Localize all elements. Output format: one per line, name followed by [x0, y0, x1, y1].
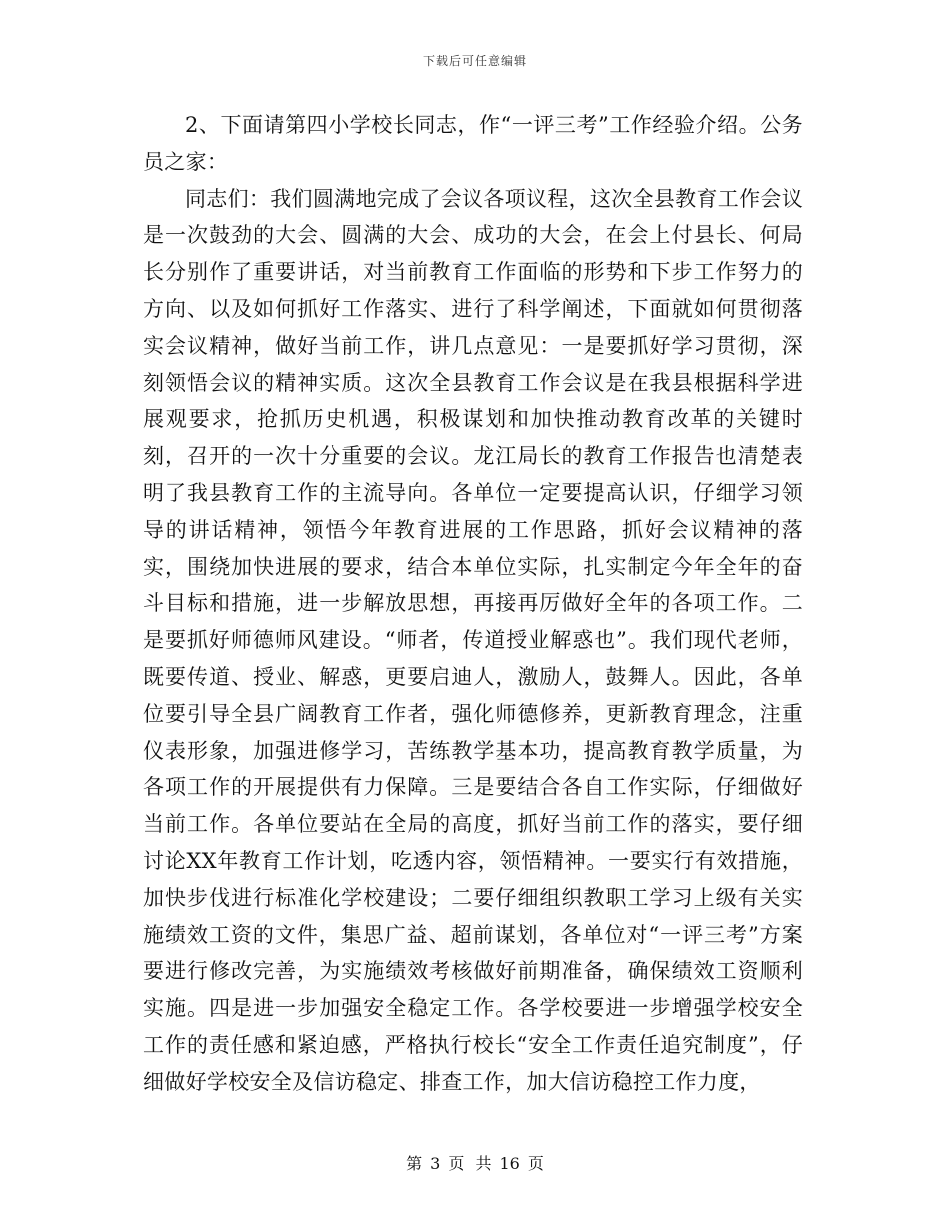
footer-middle: 页 共 — [448, 1154, 492, 1173]
footer-suffix: 页 — [527, 1154, 544, 1173]
paragraph-2: 同志们：我们圆满地完成了会议各项议程，这次全县教育工作会议是一次鼓劲的大会、圆满的大会、成功的大会，在会上付县长、何局长分别作了重要讲话，对当前教育工作面临的形势和下步工作努力的方向、以及如何抓好工作落实、进行了科学阐述，下面就如何贯彻落实会议精神，做好当前工作，讲几点意见：一是要抓好学习贯彻，深刻领悟会议的精神实质。这次全县教育工作会议是在我县根据科学进展观要求，抢抓历史机遇，积极谋划和加快推动教育改革的关键时刻，召开的一次十分重要的会议。龙江局长的教育工作报告也清楚表明了我县教育工作的主流导向。各单位一定要提高认识，仔细学习领导的讲话精神，领悟今年教育进展的工作思路，抓好会议精神的落实，围绕加快进展的要求，结合本单位实际，扎实制定今年全年的奋斗目标和措施，进一步解放思想，再接再厉做好全年的各项工作。二是要抓好师德师风建设。“师者，传道授业解惑也”。我们现代老师，既要传道、授业、解惑，更要启迪人，激励人，鼓舞人。因此，各单位要引导全县广阔教育工作者，强化师德修养，更新教育理念，注重仪表形象，加强进修学习，苦练教学基本功，提高教育教学质量，为各项工作的开展提供有力保障。三是要结合各自工作实际，仔细做好当前工作。各单位要站在全局的高度，抓好当前工作的落实，要仔细讨论XX年教育工作计划，吃透内容，领悟精神。一要实行有效措施，加快步伐进行标准化学校建设；二要仔细组织教职工学习上级有关实施绩效工资的文件，集思广益、超前谋划，各单位对“一评三考”方案要进行修改完善，为实施绩效考核做好前期准备，确保绩效工资顺利实施。四是进一步加强安全稳定工作。各学校要进一步增强学校安全工作的责任感和紧迫感，严格执行校长“安全工作责任追究制度”，仔细做好学校安全及信访稳定、排查工作，加大信访稳控工作力度， — [143, 186, 803, 1094]
current-page-number: 3 — [430, 1154, 441, 1173]
total-page-count: 16 — [499, 1154, 520, 1173]
paragraph-1: 2、下面请第四小学校长同志，作“一评三考”工作经验介绍。公务员之家： — [143, 113, 803, 174]
document-body — [143, 107, 803, 1101]
page-footer — [0, 1151, 950, 1174]
footer-prefix: 第 — [406, 1154, 423, 1173]
page-header-note: 下载后可任意编辑 — [422, 54, 527, 68]
